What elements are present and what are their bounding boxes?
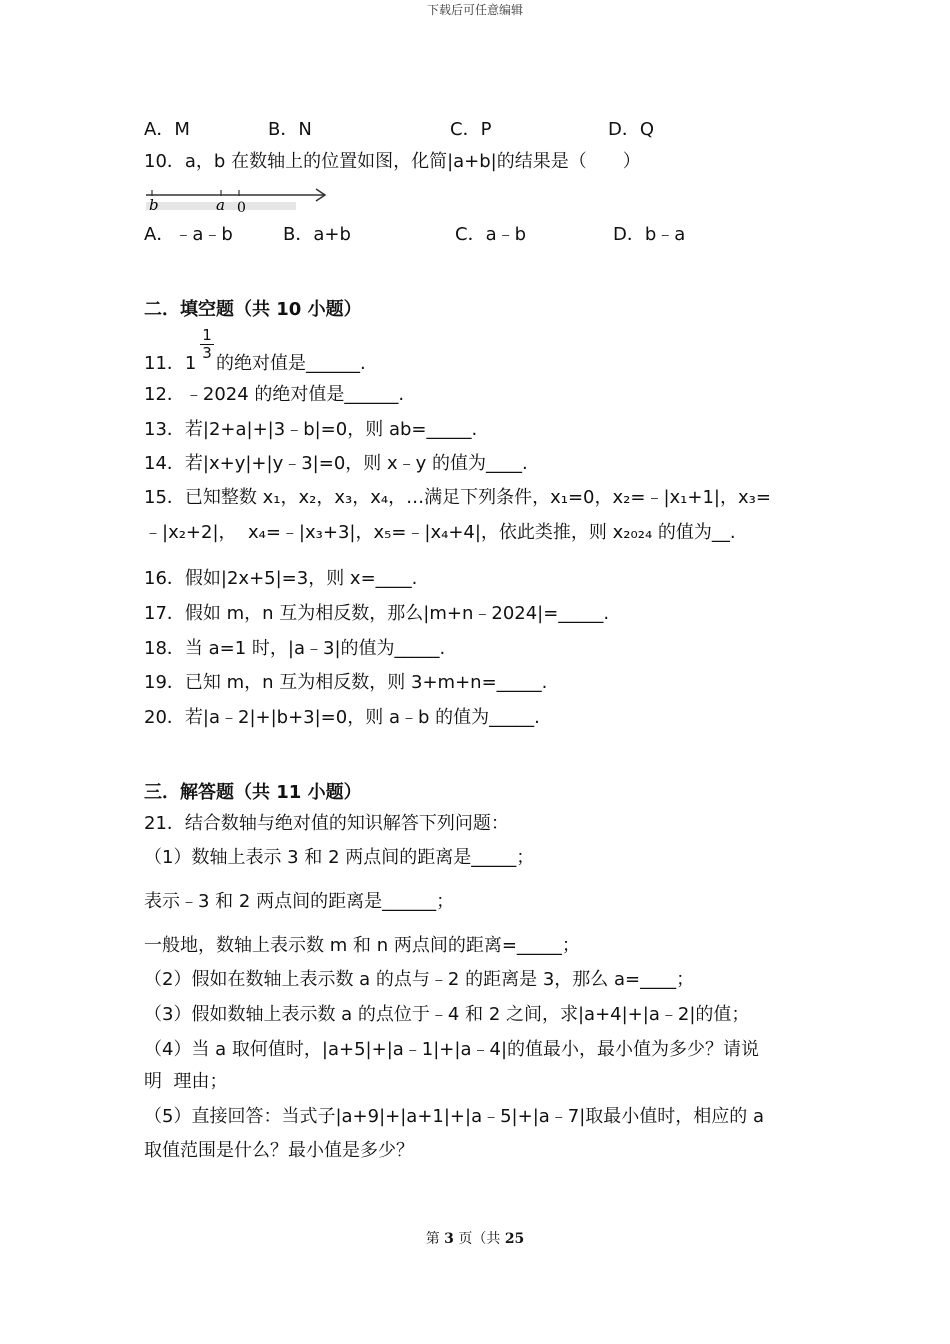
footer-total-pages: 25 [504, 1231, 525, 1247]
question-21: 21．结合数轴与绝对值的知识解答下列问题： [144, 813, 509, 834]
footer-page-number: 3 [444, 1231, 454, 1247]
section-3-title: 三．解答题（共 11 小题） [144, 782, 362, 803]
q21-part-4-line-2: 明 理由； [144, 1071, 228, 1092]
q10-option-a: A．﹣a﹣b [144, 224, 233, 245]
q11-suffix: 的绝对值是______. [216, 353, 366, 374]
q10-option-d: D．b﹣a [613, 224, 686, 245]
q9-option-b: B．N [268, 119, 312, 140]
question-17: 17．假如 m，n 互为相反数，那么|m+n﹣2024|=_____. [144, 603, 610, 624]
label-a: a [216, 196, 225, 214]
q21-part-1-c: 一般地，数轴上表示数 m 和 n 两点间的距离=_____； [144, 935, 580, 956]
question-15-line-1: 15．已知整数 x₁，x₂，x₃，x₄，…满足下列条件，x₁=0，x₂=﹣|x₁+1|，x₃= [144, 487, 771, 508]
q11-prefix: 11．1 [144, 353, 197, 374]
q21-part-1-b: 表示﹣3 和 2 两点间的距离是______； [144, 891, 455, 912]
q11-fraction-denominator: 3 [202, 344, 212, 362]
question-19: 19．已知 m，n 互为相反数，则 3+m+n=_____. [144, 672, 548, 693]
q10-option-c: C．a﹣b [455, 224, 527, 245]
q21-part-5-line-2: 取值范围是什么？最小值是多少？ [144, 1140, 414, 1161]
question-20: 20．若|a﹣2|+|b+3|=0，则 a﹣b 的值为_____. [144, 707, 540, 728]
q21-part-5-line-1: （5）直接回答：当式子|a+9|+|a+1|+|a﹣5|+|a﹣7|取最小值时，相应的 a [144, 1106, 765, 1127]
q21-part-2: （2）假如在数轴上表示数 a 的点与﹣2 的距离是 3，那么 a=____； [144, 969, 695, 990]
q9-option-a: A．M [144, 119, 190, 140]
q11-fraction [200, 328, 214, 361]
q9-option-d: D．Q [608, 119, 655, 140]
q9-option-c: C．P [450, 119, 492, 140]
q11-fraction-numerator: 1 [202, 326, 212, 344]
q21-part-4-line-1: （4）当 a 取何值时，|a+5|+|a﹣1|+|a﹣4|的值最小，最小值为多少？请说 [144, 1039, 760, 1060]
question-16: 16．假如|2x+5|=3，则 x=____. [144, 568, 418, 589]
question-12: 12．﹣2024 的绝对值是______. [144, 384, 405, 405]
question-13: 13．若|2+a|+|3﹣b|=0，则 ab=_____. [144, 419, 478, 440]
page-footer [0, 1228, 950, 1248]
q21-part-3: （3）假如数轴上表示数 a 的点位于﹣4 和 2 之间，求|a+4|+|a﹣2|的值； [144, 1004, 750, 1025]
question-18: 18．当 a=1 时，|a﹣3|的值为_____. [144, 638, 446, 659]
question-10: 10．a，b 在数轴上的位置如图，化简|a+b|的结果是（ ） [144, 151, 641, 172]
page-header: 下载后可任意编辑 [426, 3, 523, 17]
q21-part-1: （1）数轴上表示 3 和 2 两点间的距离是_____； [144, 847, 535, 868]
label-zero: 0 [237, 200, 246, 214]
footer-prefix: 第 [425, 1231, 445, 1247]
section-2-title: 二．填空题（共 10 小题） [144, 299, 362, 320]
footer-mid: 页（共 [453, 1231, 505, 1247]
q10-option-b: B．a+b [283, 224, 351, 245]
number-line-figure [144, 186, 334, 214]
question-14: 14．若|x+y|+|y﹣3|=0，则 x﹣y 的值为____. [144, 453, 528, 474]
question-15-line-2: ﹣|x₂+2|， x₄=﹣|x₃+3|，x₅=﹣|x₄+4|，依此类推，则 x₂₀₂₄ 的值为__. [144, 522, 736, 543]
label-b: b [149, 196, 159, 214]
